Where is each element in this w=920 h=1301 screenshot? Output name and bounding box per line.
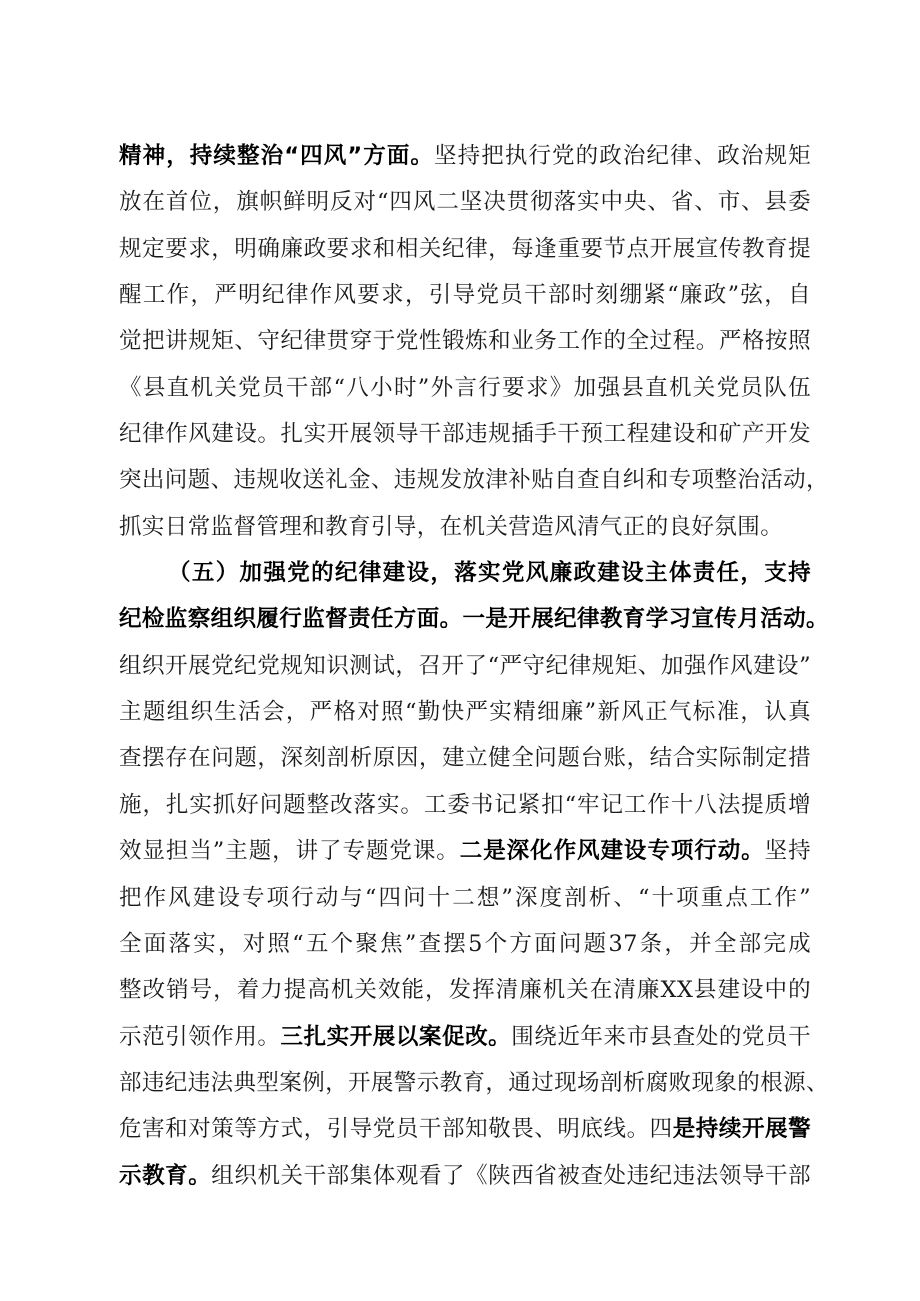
text-line [119,875,811,921]
text-line [119,272,811,318]
text-run: 《县直机关党员干部“八小时”外言行要求》加强县直机关党员队伍 [119,374,811,401]
text-line [119,643,811,689]
text-run: 整改销号，着力提高机关效能，发挥清廉机关在清廉XX县建设中的 [119,977,811,1004]
text-run: 示范引领作用。 [119,1023,281,1050]
bold-text-run: 纪检监察组织履行监督责任方面。一是开展纪律教育学习宣传月活动。 [119,606,829,633]
text-line [119,689,811,735]
text-line [119,1060,829,1106]
text-run: 效显担当”主题，讲了专题党课。 [119,838,460,865]
text-line [119,504,811,550]
bold-text-run: 三扎实开展以案促改。 [280,1023,512,1050]
text-run: 坚持 [764,838,811,865]
text-line [119,365,811,411]
text-line [119,1153,811,1199]
text-run: 坚持把执行党的政治纪律、政治规矩 [434,143,811,169]
text-line [119,179,811,225]
text-run: 把作风建设专项行动与“四问十二想”深度剖析、“十项重点工作” [119,884,811,911]
text-run: 抓实日常监督管理和教育引导，在机关营造风清气正的良好氛围。 [119,513,784,540]
text-run: 规定要求，明确廉政要求和相关纪律，每逢重要节点开展宣传教育提 [119,235,811,262]
text-run: 施，扎实抓好问题整改落实。工委书记紧扣“牢记工作十八法提质增 [119,791,811,818]
text-line [119,1106,811,1152]
bold-text-run: 示教育。 [119,1162,212,1189]
text-run: 组织机关干部集体观看了《陕西省被查处违纪违法领导干部 [211,1162,811,1189]
text-run: 围绕近年来市县查处的党员干 [511,1023,811,1050]
text-line [119,550,811,596]
bold-text-run: 是持续开展警 [672,1116,811,1143]
text-run: 危害和对策等方式，引导党员干部知敬畏、明底线。四 [119,1116,673,1143]
text-run: 主题组织生活会，严格对照“勤快严实精细廉”新风正气标准，认真 [119,699,811,726]
text-line [119,318,811,364]
text-run: 突出问题、违规收送礼金、违规发放津补贴自查自纠和专项整治活动， [119,467,829,494]
text-run: 放在首位，旗帜鲜明反对“四风二坚决贯彻落实中央、省、市、县委 [119,189,811,216]
text-line [119,411,811,457]
text-line [119,828,811,874]
text-run: 觉把讲规矩、守纪律贯穿于党性锻炼和业务工作的全过程。严格按照 [119,328,811,355]
text-run: 纪律作风建设。扎实开展领导干部违规插手干预工程建设和矿产开发 [119,421,811,448]
text-run: 全面落实，对照“五个聚焦”查摆5个方面问题37条，并全部完成 [119,930,811,957]
bold-text-run: 精神，持续整治“四风”方面。 [119,143,435,169]
bold-text-run: 二是深化作风建设专项行动。 [459,838,765,865]
text-line [119,457,829,503]
text-line [119,133,811,179]
text-line [119,921,811,967]
bold-text-run: （五）加强党的纪律建设，落实党风廉政建设主体责任，支持 [168,560,811,587]
text-run: 醒工作，严明纪律作风要求，引导党员干部时刻绷紧“廉政”弦，自 [119,282,811,309]
text-line [119,735,811,781]
text-line [119,1014,811,1060]
text-run: 查摆存在问题，深刻剖析原因，建立健全问题台账，结合实际制定措 [119,745,811,772]
text-run: 部违纪违法典型案例，开展警示教育，通过现场剖析腐败现象的根源、 [119,1069,829,1096]
text-line [119,226,811,272]
text-run: 组织开展党纪党规知识测试，召开了“严守纪律规矩、加强作风建设” [119,652,811,679]
text-line [119,596,829,642]
body-text [119,133,829,1199]
text-line [119,782,811,828]
text-line [119,967,811,1013]
